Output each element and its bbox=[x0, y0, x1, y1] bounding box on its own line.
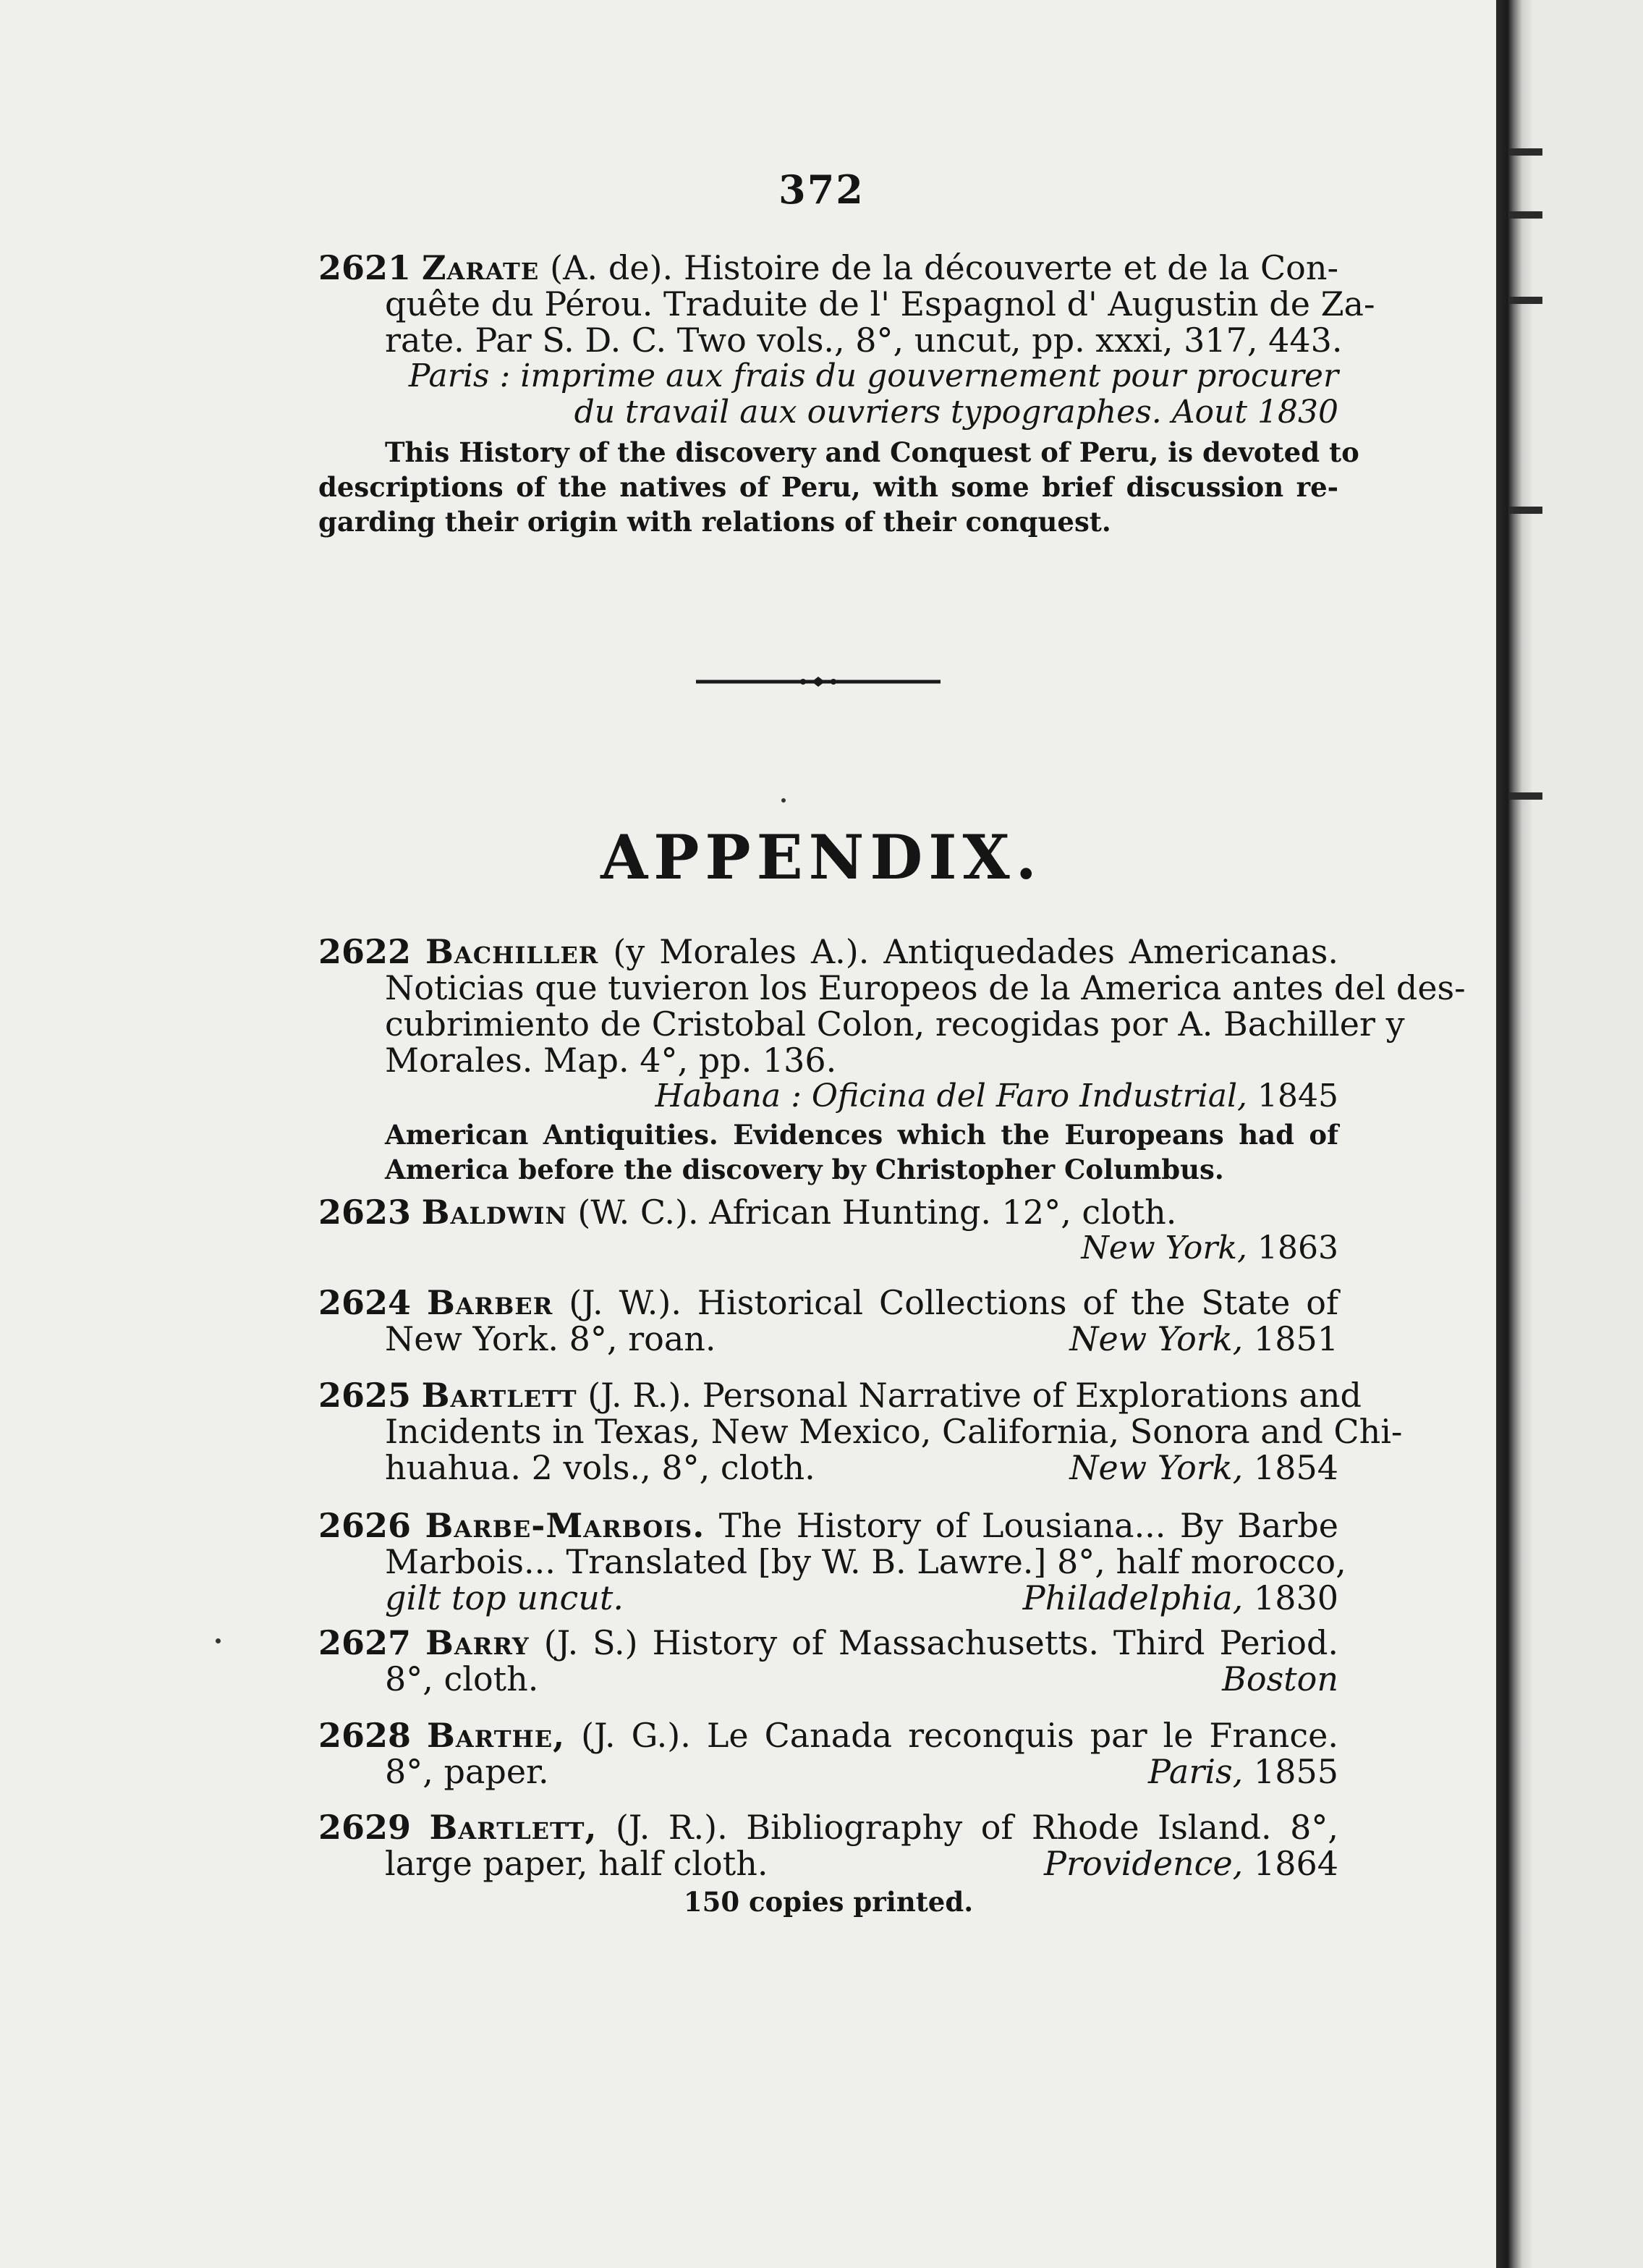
entry-number: 2625 bbox=[318, 1376, 412, 1415]
entry-text: New York. 8°, roan. bbox=[385, 1319, 716, 1358]
entry-number: 2623 bbox=[318, 1193, 412, 1232]
entry-2623 bbox=[318, 1194, 1338, 1266]
entry-note bbox=[318, 435, 1359, 539]
entry-author: Zarate bbox=[421, 248, 540, 287]
entry-number: 2621 bbox=[318, 248, 412, 287]
entry-2625 bbox=[318, 1376, 1403, 1487]
entry-author: Barthe, bbox=[427, 1716, 566, 1755]
adjacent-page-edge bbox=[1532, 0, 1643, 2268]
binding-mark bbox=[1509, 148, 1542, 156]
entry-imprint: New York, bbox=[1069, 1448, 1244, 1487]
entry-number: 2629 bbox=[318, 1808, 412, 1847]
entry-year: 1864 bbox=[1253, 1844, 1338, 1883]
entry-imprint: Providence, bbox=[1044, 1844, 1244, 1883]
print-speck bbox=[216, 1638, 221, 1643]
note-line: American Antiquities. Evidences which the Europeans had of bbox=[385, 1119, 1338, 1151]
entry-text: (J. S.) History of Massachusetts. Third Period. bbox=[543, 1623, 1339, 1662]
entry-number: 2627 bbox=[318, 1623, 412, 1662]
entry-2629 bbox=[318, 1809, 1338, 1919]
note-line: 150 copies printed. bbox=[683, 1886, 974, 1918]
entry-year: 1845 bbox=[1257, 1078, 1338, 1114]
entry-text: quête du Pérou. Traduite de l' Espagnol d' Augustin de Za- bbox=[385, 284, 1375, 323]
entry-imprint: du travail aux ouvriers typographes. Aout 1830 bbox=[574, 394, 1338, 431]
entry-year: 1863 bbox=[1257, 1230, 1338, 1266]
entry-text: Noticias que tuvieron los Europeos de la America antes del des- bbox=[385, 968, 1466, 1007]
entry-imprint: Paris : imprime aux frais du gouvernement pour procurer bbox=[408, 357, 1338, 394]
entry-imprint: Philadelphia, bbox=[1022, 1578, 1244, 1617]
note-line: America before the discovery by Christopher Columbus. bbox=[385, 1154, 1224, 1185]
entry-author: Bartlett, bbox=[429, 1808, 598, 1847]
entry-2626 bbox=[318, 1506, 1346, 1617]
entry-text: rate. Par S. D. C. Two vols., 8°, uncut, pp. xxxi, 317, 443. bbox=[385, 321, 1343, 360]
entry-2621 bbox=[318, 248, 1375, 539]
entry-number: 2628 bbox=[318, 1716, 412, 1755]
entry-2624 bbox=[318, 1285, 1338, 1357]
entry-number: 2622 bbox=[318, 932, 412, 971]
entry-text: (J. G.). Le Canada reconquis par le France. bbox=[581, 1716, 1339, 1755]
entry-text: (J. W.). Historical Collections of the State of bbox=[569, 1283, 1339, 1322]
binding-mark bbox=[1509, 792, 1542, 800]
entry-text: Marbois... Translated [by W. B. Lawre.] 8°, half morocco, bbox=[385, 1542, 1346, 1581]
entry-note bbox=[318, 1884, 1338, 1919]
entry-author: Barber bbox=[426, 1283, 553, 1322]
entry-author: Barbe-Marbois. bbox=[425, 1506, 705, 1545]
entry-note bbox=[318, 1117, 1338, 1187]
entry-text: (J. R.). Personal Narrative of Explorations and bbox=[587, 1376, 1362, 1415]
entry-text: cubrimiento de Cristobal Colon, recogidas por A. Bachiller y bbox=[385, 1004, 1405, 1044]
entry-text: Morales. Map. 4°, pp. 136. bbox=[385, 1041, 837, 1080]
entry-text: The History of Lousiana... By Barbe bbox=[718, 1506, 1339, 1545]
entry-year: 1855 bbox=[1253, 1752, 1338, 1791]
entry-2628 bbox=[318, 1717, 1338, 1790]
entry-imprint: Habana : Oficina del Faro Industrial, bbox=[655, 1078, 1248, 1114]
entry-author: Baldwin bbox=[421, 1193, 567, 1232]
binding-mark bbox=[1509, 297, 1542, 304]
entry-text: gilt top uncut. bbox=[385, 1578, 624, 1617]
entry-text: (J. R.). Bibliography of Rhode Island. 8°, bbox=[615, 1808, 1339, 1847]
entry-author: Barry bbox=[425, 1623, 530, 1662]
entry-year: 1851 bbox=[1253, 1319, 1338, 1358]
entry-text: 8°, paper. bbox=[385, 1752, 549, 1791]
entry-text: (y Morales A.). Antiquedades Americanas. bbox=[613, 932, 1339, 971]
entry-text: (W. C.). African Hunting. 12°, cloth. bbox=[577, 1193, 1177, 1232]
entry-text: 8°, cloth. bbox=[385, 1659, 539, 1698]
note-line: This History of the discovery and Conquest of Peru, is devoted to bbox=[385, 436, 1359, 468]
note-line: descriptions of the natives of Peru, with some brief discussion re- bbox=[318, 471, 1338, 503]
binding-mark bbox=[1509, 507, 1542, 514]
section-divider-ornament bbox=[696, 677, 941, 687]
appendix-heading: APPENDIX. bbox=[600, 821, 1043, 893]
entry-author: Bachiller bbox=[425, 932, 599, 971]
entry-text: Incidents in Texas, New Mexico, California, Sonora and Chi- bbox=[385, 1412, 1403, 1451]
entry-year: 1830 bbox=[1253, 1578, 1338, 1617]
entry-number: 2626 bbox=[318, 1506, 412, 1545]
entry-text: (A. de). Histoire de la découverte et de la Con- bbox=[550, 248, 1339, 287]
entry-imprint: Paris, bbox=[1148, 1752, 1244, 1791]
book-spine-shadow bbox=[1496, 0, 1532, 2268]
entry-imprint: New York, bbox=[1069, 1319, 1244, 1358]
entry-imprint: New York, bbox=[1081, 1230, 1248, 1266]
entry-year: 1854 bbox=[1253, 1448, 1338, 1487]
entry-text: huahua. 2 vols., 8°, cloth. bbox=[385, 1448, 815, 1487]
entry-author: Bartlett bbox=[421, 1376, 577, 1415]
entry-number: 2624 bbox=[318, 1283, 412, 1322]
print-speck bbox=[781, 798, 786, 803]
entry-2622 bbox=[318, 932, 1466, 1187]
entry-imprint: Boston bbox=[1222, 1659, 1338, 1698]
note-line: garding their origin with relations of their conquest. bbox=[318, 506, 1111, 538]
page-number: 372 bbox=[778, 166, 865, 213]
entry-text: large paper, half cloth. bbox=[385, 1844, 768, 1883]
entry-2627 bbox=[318, 1625, 1338, 1697]
